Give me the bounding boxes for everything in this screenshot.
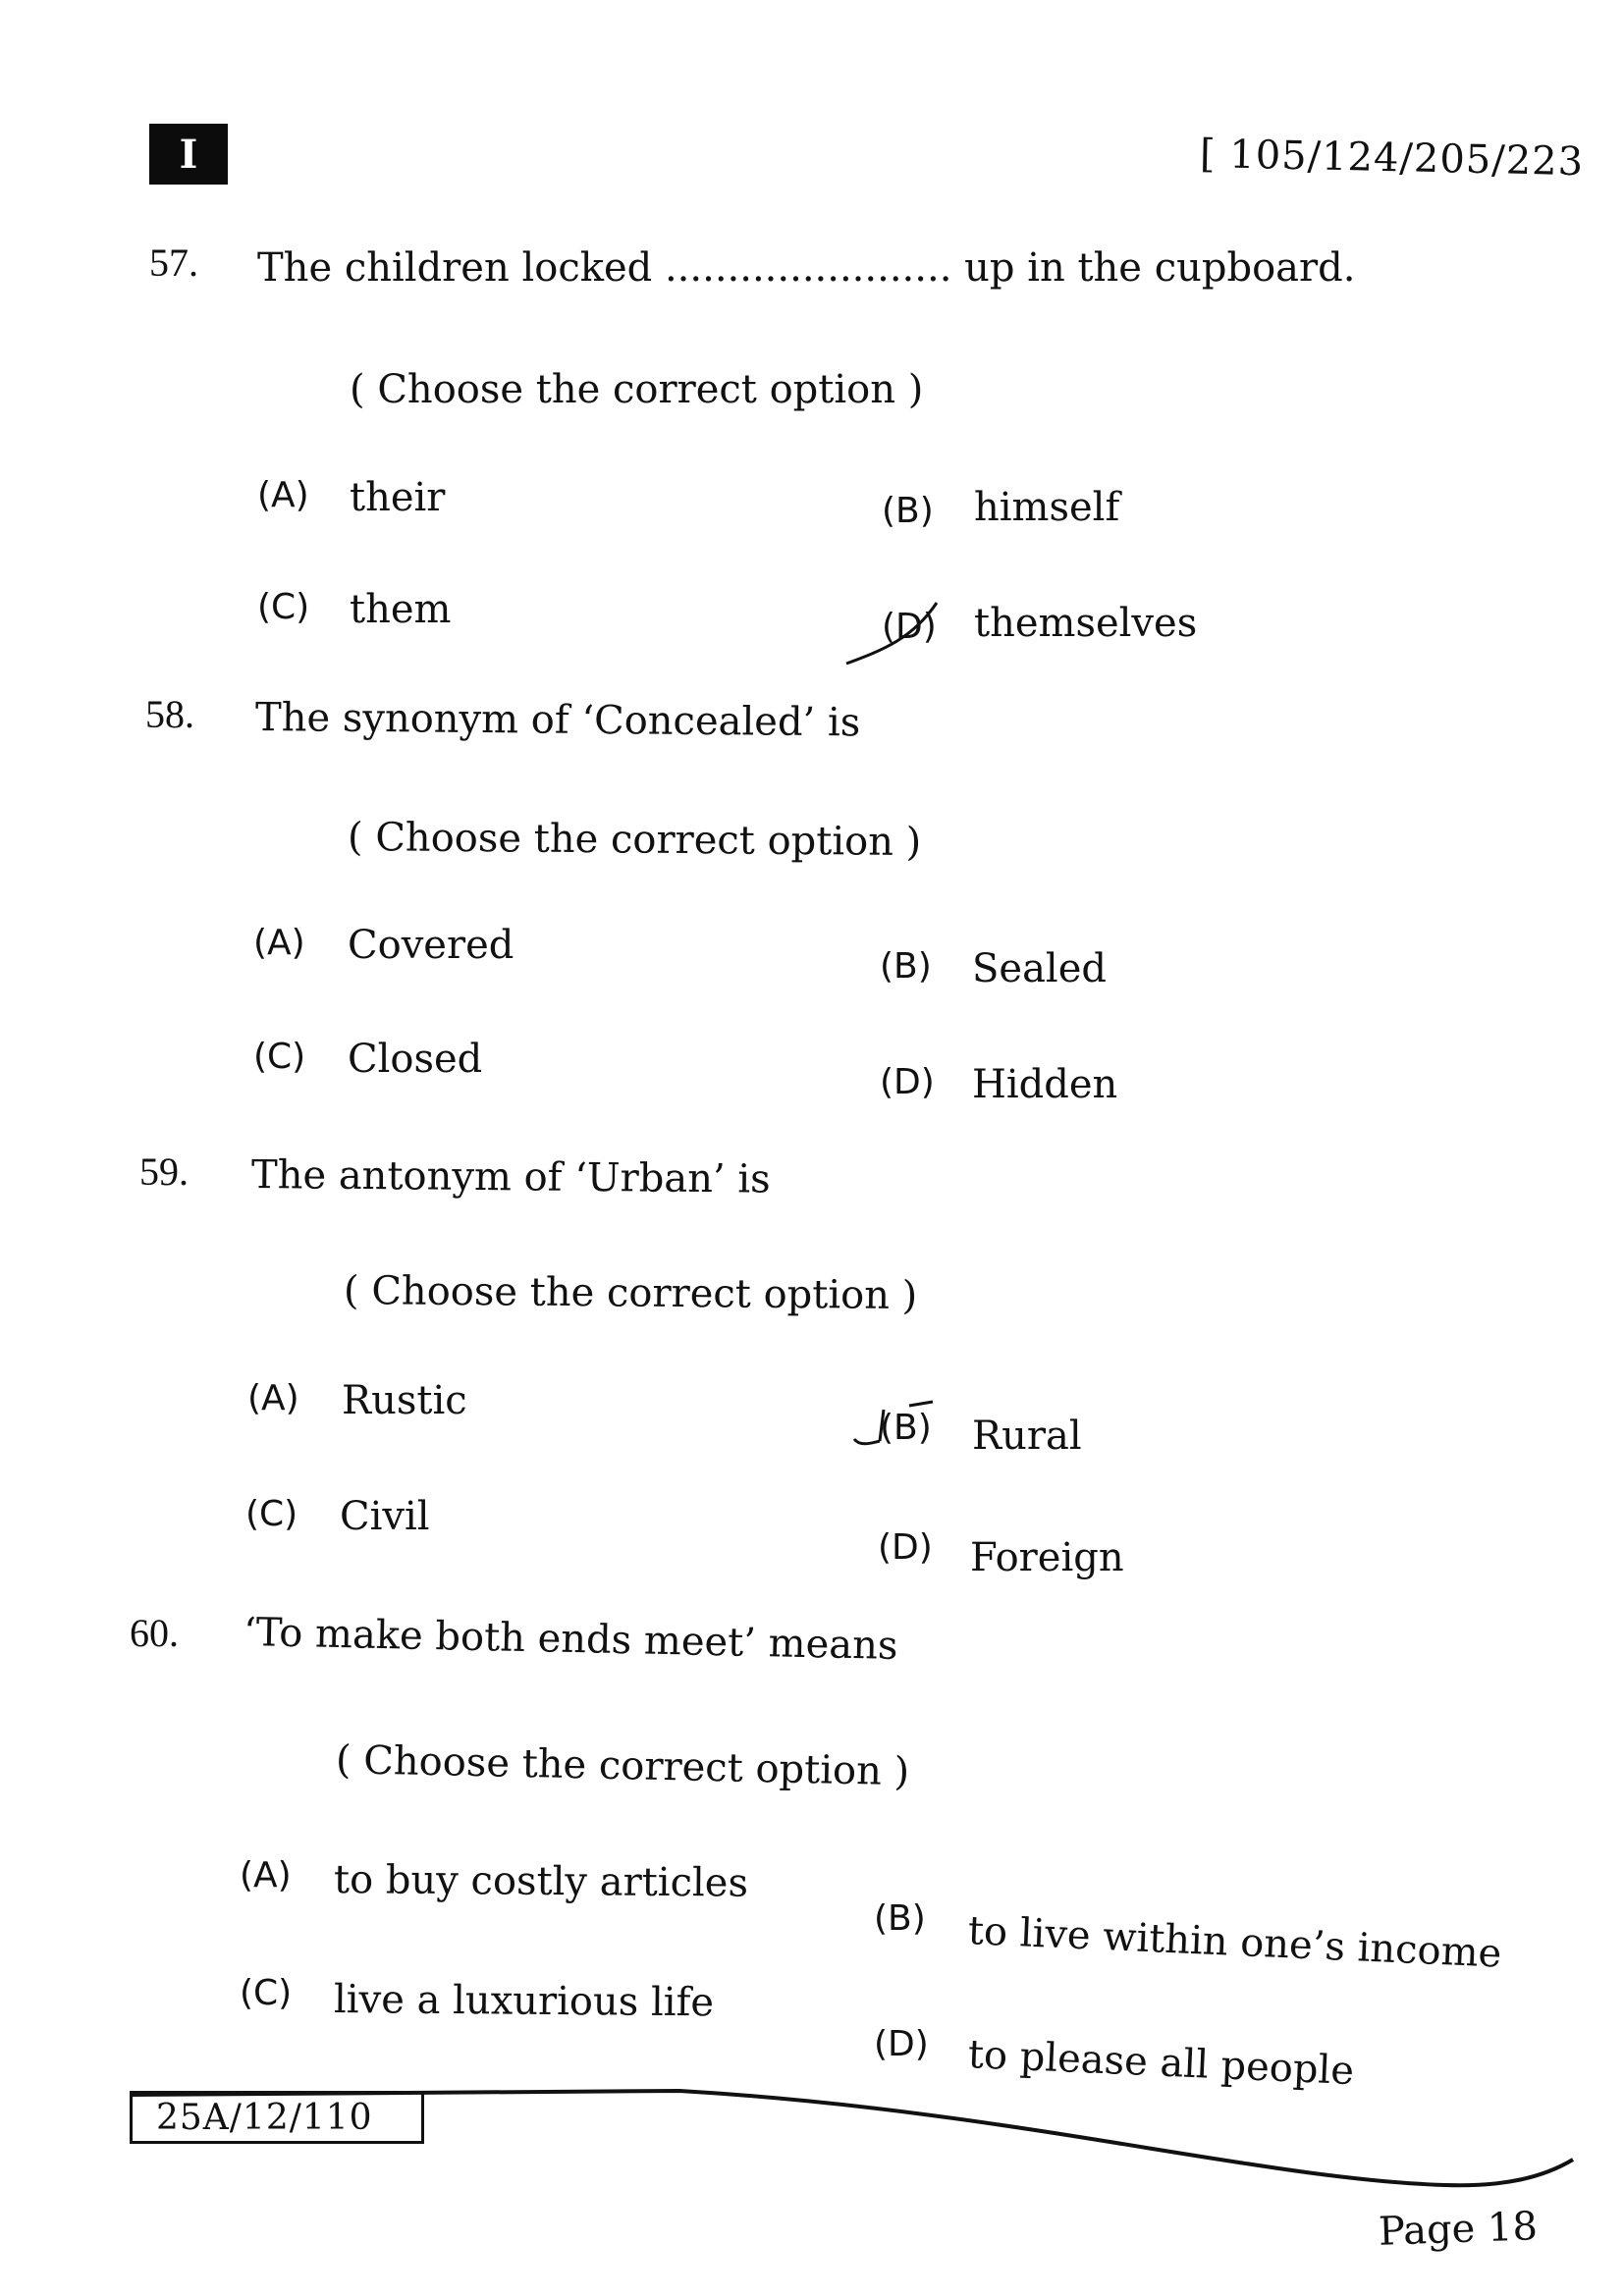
set-badge: [149, 124, 228, 185]
option-a-text[interactable]: Covered: [348, 923, 514, 968]
option-d-label[interactable]: (D): [880, 1062, 935, 1102]
booklet-code-box: [130, 2091, 424, 2144]
option-b-text[interactable]: Rural: [972, 1414, 1082, 1459]
question-text: The children locked ....................... up in the cupboard.: [257, 245, 1356, 291]
option-a-label[interactable]: (A): [253, 923, 305, 963]
question-text: The antonym of ‘Urban’ is: [250, 1152, 771, 1202]
question-instruction: ( Choose the correct option ): [347, 815, 922, 866]
question-number: 59.: [139, 1149, 189, 1194]
option-a-text[interactable]: Rustic: [342, 1378, 467, 1423]
question-number: 60.: [130, 1611, 179, 1655]
option-b-text[interactable]: Sealed: [972, 946, 1107, 991]
booklet-code: 25A/12/110: [156, 2097, 373, 2138]
option-d-text[interactable]: Foreign: [970, 1535, 1124, 1580]
question-text: The synonym of ‘Concealed’ is: [254, 695, 861, 746]
question-text: ‘To make both ends meet’ means: [243, 1610, 898, 1669]
option-c-text[interactable]: them: [350, 587, 452, 632]
option-a-label[interactable]: (A): [240, 1855, 292, 1896]
option-a-label[interactable]: (A): [247, 1378, 299, 1418]
question-number: 57.: [149, 240, 198, 285]
option-c-text[interactable]: Civil: [340, 1494, 430, 1539]
question-instruction: ( Choose the correct option ): [343, 1268, 918, 1319]
option-c-label[interactable]: (C): [257, 587, 310, 627]
option-b-label[interactable]: (B): [874, 1898, 926, 1939]
option-b-text[interactable]: to live within one’s income: [966, 1908, 1503, 1977]
option-d-text[interactable]: themselves: [974, 601, 1198, 646]
option-c-label[interactable]: (C): [245, 1494, 298, 1534]
option-d-text[interactable]: Hidden: [972, 1062, 1118, 1107]
option-a-text[interactable]: to buy costly articles: [333, 1857, 749, 1906]
set-label: I: [179, 131, 198, 178]
option-d-label[interactable]: (D): [878, 1527, 933, 1568]
option-d-label[interactable]: (D): [874, 2024, 929, 2064]
option-b-text[interactable]: himself: [974, 485, 1120, 530]
option-b-label[interactable]: (B): [880, 946, 932, 987]
option-c-label[interactable]: (C): [240, 1973, 293, 2013]
question-instruction: ( Choose the correct option ): [350, 367, 924, 412]
question-instruction: ( Choose the correct option ): [335, 1737, 910, 1795]
option-c-text[interactable]: live a luxurious life: [333, 1977, 715, 2026]
option-c-label[interactable]: (C): [253, 1037, 306, 1077]
paper-code: [ 105/124/205/223: [1199, 132, 1585, 186]
option-b-label[interactable]: (B): [880, 1408, 932, 1448]
option-a-label[interactable]: (A): [257, 475, 309, 515]
option-a-text[interactable]: their: [350, 475, 446, 520]
question-number: 58.: [145, 692, 194, 736]
option-d-label[interactable]: (D): [882, 607, 937, 647]
option-d-text[interactable]: to please all people: [966, 2032, 1355, 2095]
option-b-label[interactable]: (B): [882, 491, 934, 531]
option-c-text[interactable]: Closed: [348, 1037, 483, 1082]
page-number: Page 18: [1378, 2204, 1539, 2255]
